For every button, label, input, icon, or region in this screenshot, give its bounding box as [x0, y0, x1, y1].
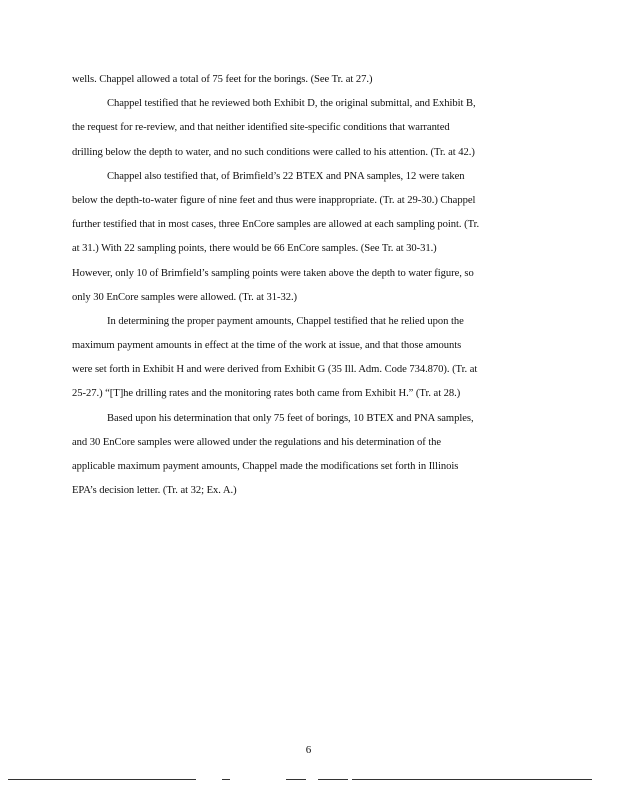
- text-line: below the depth-to-water figure of nine feet and thus were inappropriate. (Tr. at 29-30.) Chappel: [72, 194, 476, 206]
- footer-rule: [318, 779, 348, 780]
- text-line: wells. Chappel allowed a total of 75 feet for the borings. (See Tr. at 27.): [72, 74, 373, 85]
- text-line: only 30 EnCore samples were allowed. (Tr. at 31-32.): [72, 291, 298, 303]
- text-line: further testified that in most cases, three EnCore samples are allowed at each sampling point. (Tr.: [72, 219, 480, 231]
- text-line: Chappel also testified that, of Brimfield’s 22 BTEX and PNA samples, 12 were taken: [107, 170, 465, 182]
- footer-rule: [8, 779, 196, 780]
- text-line: applicable maximum payment amounts, Chappel made the modifications set forth in Illinois: [72, 461, 459, 472]
- text-line: EPA’s decision letter. (Tr. at 32; Ex. A.): [72, 485, 237, 497]
- text-line: and 30 EnCore samples were allowed under the regulations and his determination of the: [72, 436, 442, 448]
- body-text: [72, 68, 552, 503]
- text-line: drilling below the depth to water, and no such conditions were called to his attention. (Tr. at 42.): [72, 146, 475, 158]
- footer-rule: [352, 779, 592, 780]
- text-line: Chappel testified that he reviewed both Exhibit D, the original submittal, and Exhibit B,: [107, 98, 476, 110]
- footer-rule: [286, 779, 306, 780]
- text-line: Based upon his determination that only 75 feet of borings, 10 BTEX and PNA samples,: [107, 412, 474, 424]
- page-number: 6: [305, 744, 312, 756]
- text-line: the request for re-review, and that neither identified site-specific conditions that warranted: [72, 122, 450, 134]
- text-line: were set forth in Exhibit H and were derived from Exhibit G (35 Ill. Adm. Code 734.870). (Tr. at: [72, 364, 478, 376]
- footer-rule: [222, 779, 230, 780]
- text-line: 25-27.) “[T]he drilling rates and the monitoring rates both came from Exhibit H.” (Tr. at 28.): [72, 388, 461, 400]
- text-line: In determining the proper payment amounts, Chappel testified that he relied upon the: [107, 315, 464, 327]
- text-line: at 31.) With 22 sampling points, there would be 66 EnCore samples. (See Tr. at 30-31.): [72, 243, 437, 255]
- text-line: However, only 10 of Brimfield’s sampling points were taken above the depth to water figure, so: [72, 267, 474, 279]
- text-line: maximum payment amounts in effect at the time of the work at issue, and that those amounts: [72, 340, 462, 352]
